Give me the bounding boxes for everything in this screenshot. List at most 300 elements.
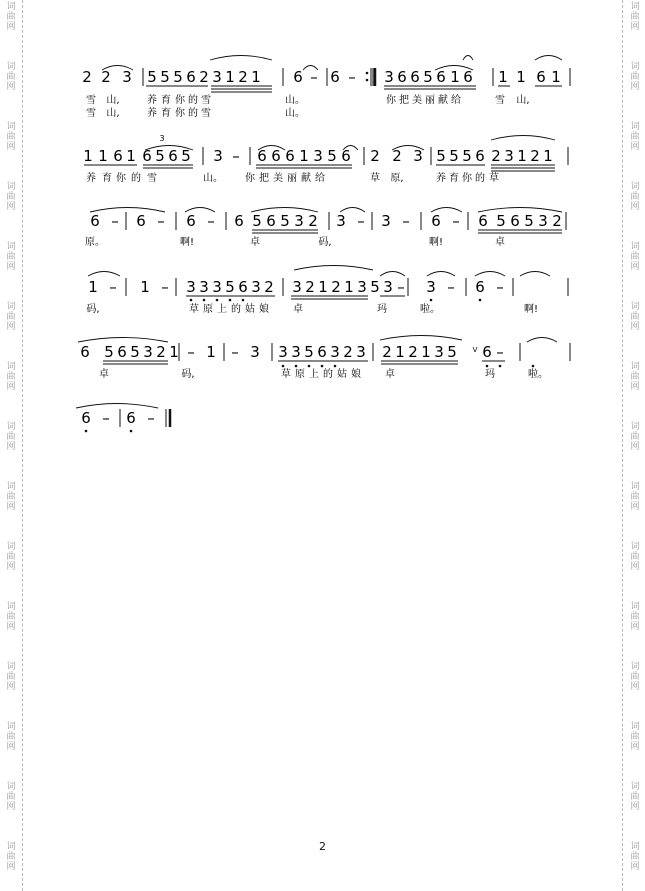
note: 1 [206,343,216,361]
lyric-syllable: 丽 [425,95,435,106]
lyric-syllable: 的 [188,95,198,106]
watermark-char: 词 [630,782,640,792]
note: 3 [356,343,366,361]
note: 1 [299,147,309,165]
watermark-char: 曲 [630,552,640,562]
note: 1 [83,147,93,165]
note: 6 [90,212,100,230]
watermark-char: 网 [6,562,16,572]
lyric-syllable: 雪 [86,108,96,119]
watermark-char: 词 [630,422,640,432]
note: 1 [126,147,136,165]
lyric-syllable: 育 [102,173,112,184]
note: 5 [160,68,170,86]
watermark-char: 网 [630,502,640,512]
slur [380,272,405,277]
note: 1 [498,68,508,86]
octave-dot [190,299,193,302]
watermark-char: 网 [6,382,16,392]
octave-dot [242,299,245,302]
slur [527,338,557,343]
slur [427,272,455,277]
note: 2 [331,278,341,296]
watermark-char: 词 [6,542,16,552]
note: 3 [384,68,394,86]
lyric-syllable: 你 [245,173,255,184]
note: 2 [408,343,418,361]
note: 1 [516,68,526,86]
watermark-char: 词 [630,722,640,732]
lyric-syllable: 卓 [293,304,303,315]
lyric-syllable: 姑 [245,304,255,315]
note: – [310,68,318,86]
lyric-syllable: 育 [161,95,171,106]
watermark-char: 曲 [630,612,640,622]
octave-dot [282,365,285,368]
note: – [147,409,155,427]
score-row [82,68,561,119]
lyric-syllable: 雪 [495,95,505,106]
slur [88,272,120,277]
note: – [397,278,405,296]
note: 3 [413,147,423,165]
note: 5 [225,278,235,296]
lyric-syllable: 原 [203,304,213,315]
watermark-char: 网 [630,802,640,812]
note: 3 [212,278,222,296]
note: – [231,343,239,361]
note: 6 [478,212,488,230]
note: 1 [551,68,561,86]
watermark-char: 网 [630,622,640,632]
note: 3 [504,147,514,165]
slur [78,338,168,343]
slur [520,272,550,277]
lyric-syllable: 给 [315,173,325,184]
lyric-syllable: 的 [475,173,485,184]
note: 3 [143,343,153,361]
watermark-char: 曲 [6,192,16,202]
note: 6 [475,278,485,296]
note: 1 [225,68,235,86]
note: 5 [252,212,262,230]
note: 6 [136,212,146,230]
page-number: 2 [319,840,326,853]
octave-dot [216,299,219,302]
watermark-char: 曲 [6,72,16,82]
note: 6 [330,68,340,86]
watermark-char: 词 [630,542,640,552]
watermark-char: 曲 [630,372,640,382]
note: 6 [463,68,473,86]
note: 2 [530,147,540,165]
note: 3 [357,278,367,296]
lyric-syllable: 把 [399,95,409,106]
lyric-syllable: 原 [295,369,305,380]
note: 6 [142,147,152,165]
watermark-char: 词 [630,362,640,372]
octave-dot [308,365,311,368]
lyric-syllable: 玛 [377,304,387,315]
watermark-char: 网 [630,142,640,152]
watermark-char: 词 [6,122,16,132]
watermark-char: 词 [630,602,640,612]
watermark-char: 曲 [630,492,640,502]
lyric-syllable: 草 [281,369,291,380]
watermark-char: 词 [6,842,16,852]
note: 6 [436,68,446,86]
note: – [161,278,169,296]
note: 6 [536,68,546,86]
lyric-syllable: 你 [462,173,472,184]
note: 6 [271,147,281,165]
note: – [207,212,215,230]
lyric-syllable: 山, [106,95,120,106]
lyric-syllable: 美 [412,95,422,106]
lyric-syllable: 你 [116,173,126,184]
note: 3 [213,147,223,165]
note: 2 [238,68,248,86]
note: 3 [434,343,444,361]
watermark-char: 曲 [6,432,16,442]
note: – [111,212,119,230]
lyric-syllable: 雪 [201,95,211,106]
lyric-syllable: 原。 [85,237,105,248]
octave-dot [366,79,369,82]
watermark-char: 曲 [6,552,16,562]
watermark-char: 网 [6,262,16,272]
note: 2 [552,212,562,230]
note: – [447,278,455,296]
note: 5 [496,212,506,230]
lyric-syllable: 娘 [351,369,361,380]
lyric-syllable: 卓 [99,369,109,380]
lyric-syllable: 码, [86,304,100,315]
watermark-char: 词 [630,242,640,252]
note: 5 [370,278,380,296]
note: 5 [447,343,457,361]
note: – [157,212,165,230]
note: 6 [81,409,91,427]
note: 2 [101,68,111,86]
slur [76,404,158,409]
watermark-char: 词 [630,662,640,672]
note: 5 [104,343,114,361]
watermark-char: 曲 [6,12,16,22]
note: 1 [251,68,261,86]
note: 3 [291,343,301,361]
octave-dot [486,365,489,368]
watermark-char: 网 [630,442,640,452]
lyric-syllable: 雪 [201,108,211,119]
slur [535,56,562,61]
note: 3 [251,278,261,296]
lyric-syllable: 娘 [259,304,269,315]
watermark-char: 曲 [6,852,16,862]
watermark-char: 网 [6,22,16,32]
lyric-syllable: 育 [161,108,171,119]
note: 6 [257,147,267,165]
note: 5 [449,147,459,165]
octave-dot [334,365,337,368]
watermark-char: 网 [6,802,16,812]
watermark-char: 词 [630,302,640,312]
watermark-char: 曲 [630,672,640,682]
lyric-syllable: 卓 [495,237,505,248]
lyric-syllable: 草 [189,304,199,315]
watermark-char: 网 [630,742,640,752]
note: – [402,212,410,230]
watermark-char: 词 [630,2,640,12]
watermark-char: 词 [6,2,16,12]
octave-dot [499,365,502,368]
slur [380,336,462,341]
lyric-syllable: 美 [273,173,283,184]
watermark-char: 曲 [6,492,16,502]
lyric-syllable: 给 [451,95,461,106]
watermark-char: 词 [6,362,16,372]
note: 3 [381,212,391,230]
note: 2 [370,147,380,165]
note: 3 [199,278,209,296]
lyric-syllable: 你 [386,95,396,106]
watermark-char: 词 [6,422,16,432]
watermark-char: 词 [630,122,640,132]
watermark-char: 曲 [630,312,640,322]
octave-dot [85,430,88,433]
watermark-char: 曲 [630,852,640,862]
slur [475,272,505,277]
note: 3 [212,68,222,86]
watermark-char: 网 [6,682,16,692]
note: 1 [140,278,150,296]
lyric-syllable: 的 [188,108,198,119]
note: 3 [186,278,196,296]
lyric-syllable: 上 [309,369,319,380]
watermark-char: 网 [630,22,640,32]
lyric-syllable: 雪 [147,173,157,184]
slur [491,136,555,141]
watermark-char: 曲 [630,12,640,22]
lyric-syllable: 卓 [385,369,395,380]
note: 2 [491,147,501,165]
watermark-char: 曲 [6,612,16,622]
watermark-char: 曲 [630,792,640,802]
lyric-syllable: 码, [181,369,195,380]
lyric-syllable: 山, [516,95,530,106]
note: 6 [168,147,178,165]
note: 3 [292,278,302,296]
watermark-char: 词 [6,482,16,492]
note: 3 [426,278,436,296]
note: 6 [482,343,492,361]
note: 2 [305,278,315,296]
note: 3 [294,212,304,230]
watermark-char: 曲 [630,72,640,82]
lyric-syllable: 献 [301,173,311,184]
watermark-char: 网 [630,382,640,392]
watermark-char: 网 [630,82,640,92]
note: 1 [450,68,460,86]
note: 6 [510,212,520,230]
note: 3 [122,68,132,86]
note: 5 [423,68,433,86]
lyric-syllable: 山。 [203,173,223,184]
slur [294,266,373,271]
note: 1 [344,278,354,296]
note: – [348,68,356,86]
note: – [357,212,365,230]
watermark-char: 网 [6,442,16,452]
score-row [83,134,553,184]
lyric-syllable: 啦。 [420,304,440,315]
lyric-syllable: 姑 [337,369,347,380]
note: 1 [98,147,108,165]
watermark-char: 曲 [630,132,640,142]
watermark-char: 曲 [6,252,16,262]
lyric-syllable: 草 [489,173,499,184]
note: 5 [181,147,191,165]
watermark-char: 曲 [6,792,16,802]
octave-dot [532,365,535,368]
lyric-syllable: 码, [318,237,332,248]
lyric-syllable: 山。 [285,108,305,119]
lyric-syllable: 上 [217,304,227,315]
note: 1 [318,278,328,296]
watermark-char: 词 [630,182,640,192]
watermark-char: 曲 [630,192,640,202]
lyric-syllable: 你 [175,108,185,119]
note: 6 [186,68,196,86]
watermark-char: 网 [630,562,640,572]
note: 5 [436,147,446,165]
watermark-char: 网 [630,682,640,692]
triplet-mark: 3 [159,134,165,143]
note: 2 [308,212,318,230]
octave-dot [321,365,324,368]
lyric-syllable: 山, [106,108,120,119]
octave-dot [229,299,232,302]
note: 5 [173,68,183,86]
note: – [452,212,460,230]
watermark-char: 词 [6,782,16,792]
note: 6 [117,343,127,361]
lyric-syllable: 啊! [428,237,444,248]
octave-dot [130,430,133,433]
lyric-syllable: 育 [449,173,459,184]
note: 5 [280,212,290,230]
note: 3 [336,212,346,230]
note: 5 [327,147,337,165]
lyric-syllable: 养 [147,108,157,119]
note: 3 [330,343,340,361]
watermark-char: 网 [6,322,16,332]
note: 6 [234,212,244,230]
note: – [187,343,195,361]
octave-dot [203,299,206,302]
note: 5 [130,343,140,361]
lyric-syllable: 的 [231,304,241,315]
note: 3 [278,343,288,361]
note: 2 [392,147,402,165]
watermark-char: 词 [630,842,640,852]
note: 3 [313,147,323,165]
note: 2 [264,278,274,296]
lyric-syllable: 把 [259,173,269,184]
lyric-syllable: 啊! [179,237,195,248]
note: 3 [250,343,260,361]
lyric-syllable: 啦。 [528,369,548,380]
watermark-char: 词 [630,62,640,72]
watermark-char: 词 [6,602,16,612]
note: 5 [155,147,165,165]
octave-dot [479,299,482,302]
note: 1 [421,343,431,361]
lyric-syllable: 养 [147,95,157,106]
slur [210,56,272,61]
lyric-syllable: 玛 [485,369,495,380]
lyric-syllable: 养 [436,173,446,184]
note: 1 [395,343,405,361]
note: 2 [156,343,166,361]
lyric-syllable: 献 [438,95,448,106]
note: – [496,278,504,296]
watermark-char: 网 [630,322,640,332]
watermark-char: 网 [630,202,640,212]
watermark-char: 曲 [6,312,16,322]
note: 6 [186,212,196,230]
slur [463,56,473,61]
watermark-char: 网 [630,262,640,272]
note: 6 [293,68,303,86]
watermark-char: 网 [6,142,16,152]
note: 6 [285,147,295,165]
note: – [102,409,110,427]
octave-dot [430,299,433,302]
octave-dot [295,365,298,368]
lyric-syllable: 丽 [287,173,297,184]
watermark-char: 词 [630,482,640,492]
watermark-char: 曲 [6,132,16,142]
note: 6 [113,147,123,165]
watermark-char: 网 [6,742,16,752]
slur [90,208,165,213]
note: 1 [517,147,527,165]
slur [478,208,562,213]
octave-dot [366,72,369,75]
watermark-char: 词 [6,302,16,312]
note: 6 [266,212,276,230]
note: 5 [147,68,157,86]
note: 6 [80,343,90,361]
lyric-syllable: 的 [131,173,141,184]
note: 1 [543,147,553,165]
watermark-char: 曲 [630,252,640,262]
watermark-char: 网 [6,502,16,512]
note: 6 [317,343,327,361]
note: 2 [382,343,392,361]
watermark-char: 网 [6,82,16,92]
lyric-syllable: 养 [86,173,96,184]
note: 2 [82,68,92,86]
note: 5 [462,147,472,165]
breath-mark: V [472,346,478,354]
note: 6 [238,278,248,296]
lyric-syllable: 草 [370,173,380,184]
note: 1 [169,343,179,361]
lyric-syllable: 山。 [285,95,305,106]
watermark-char: 网 [630,862,640,872]
